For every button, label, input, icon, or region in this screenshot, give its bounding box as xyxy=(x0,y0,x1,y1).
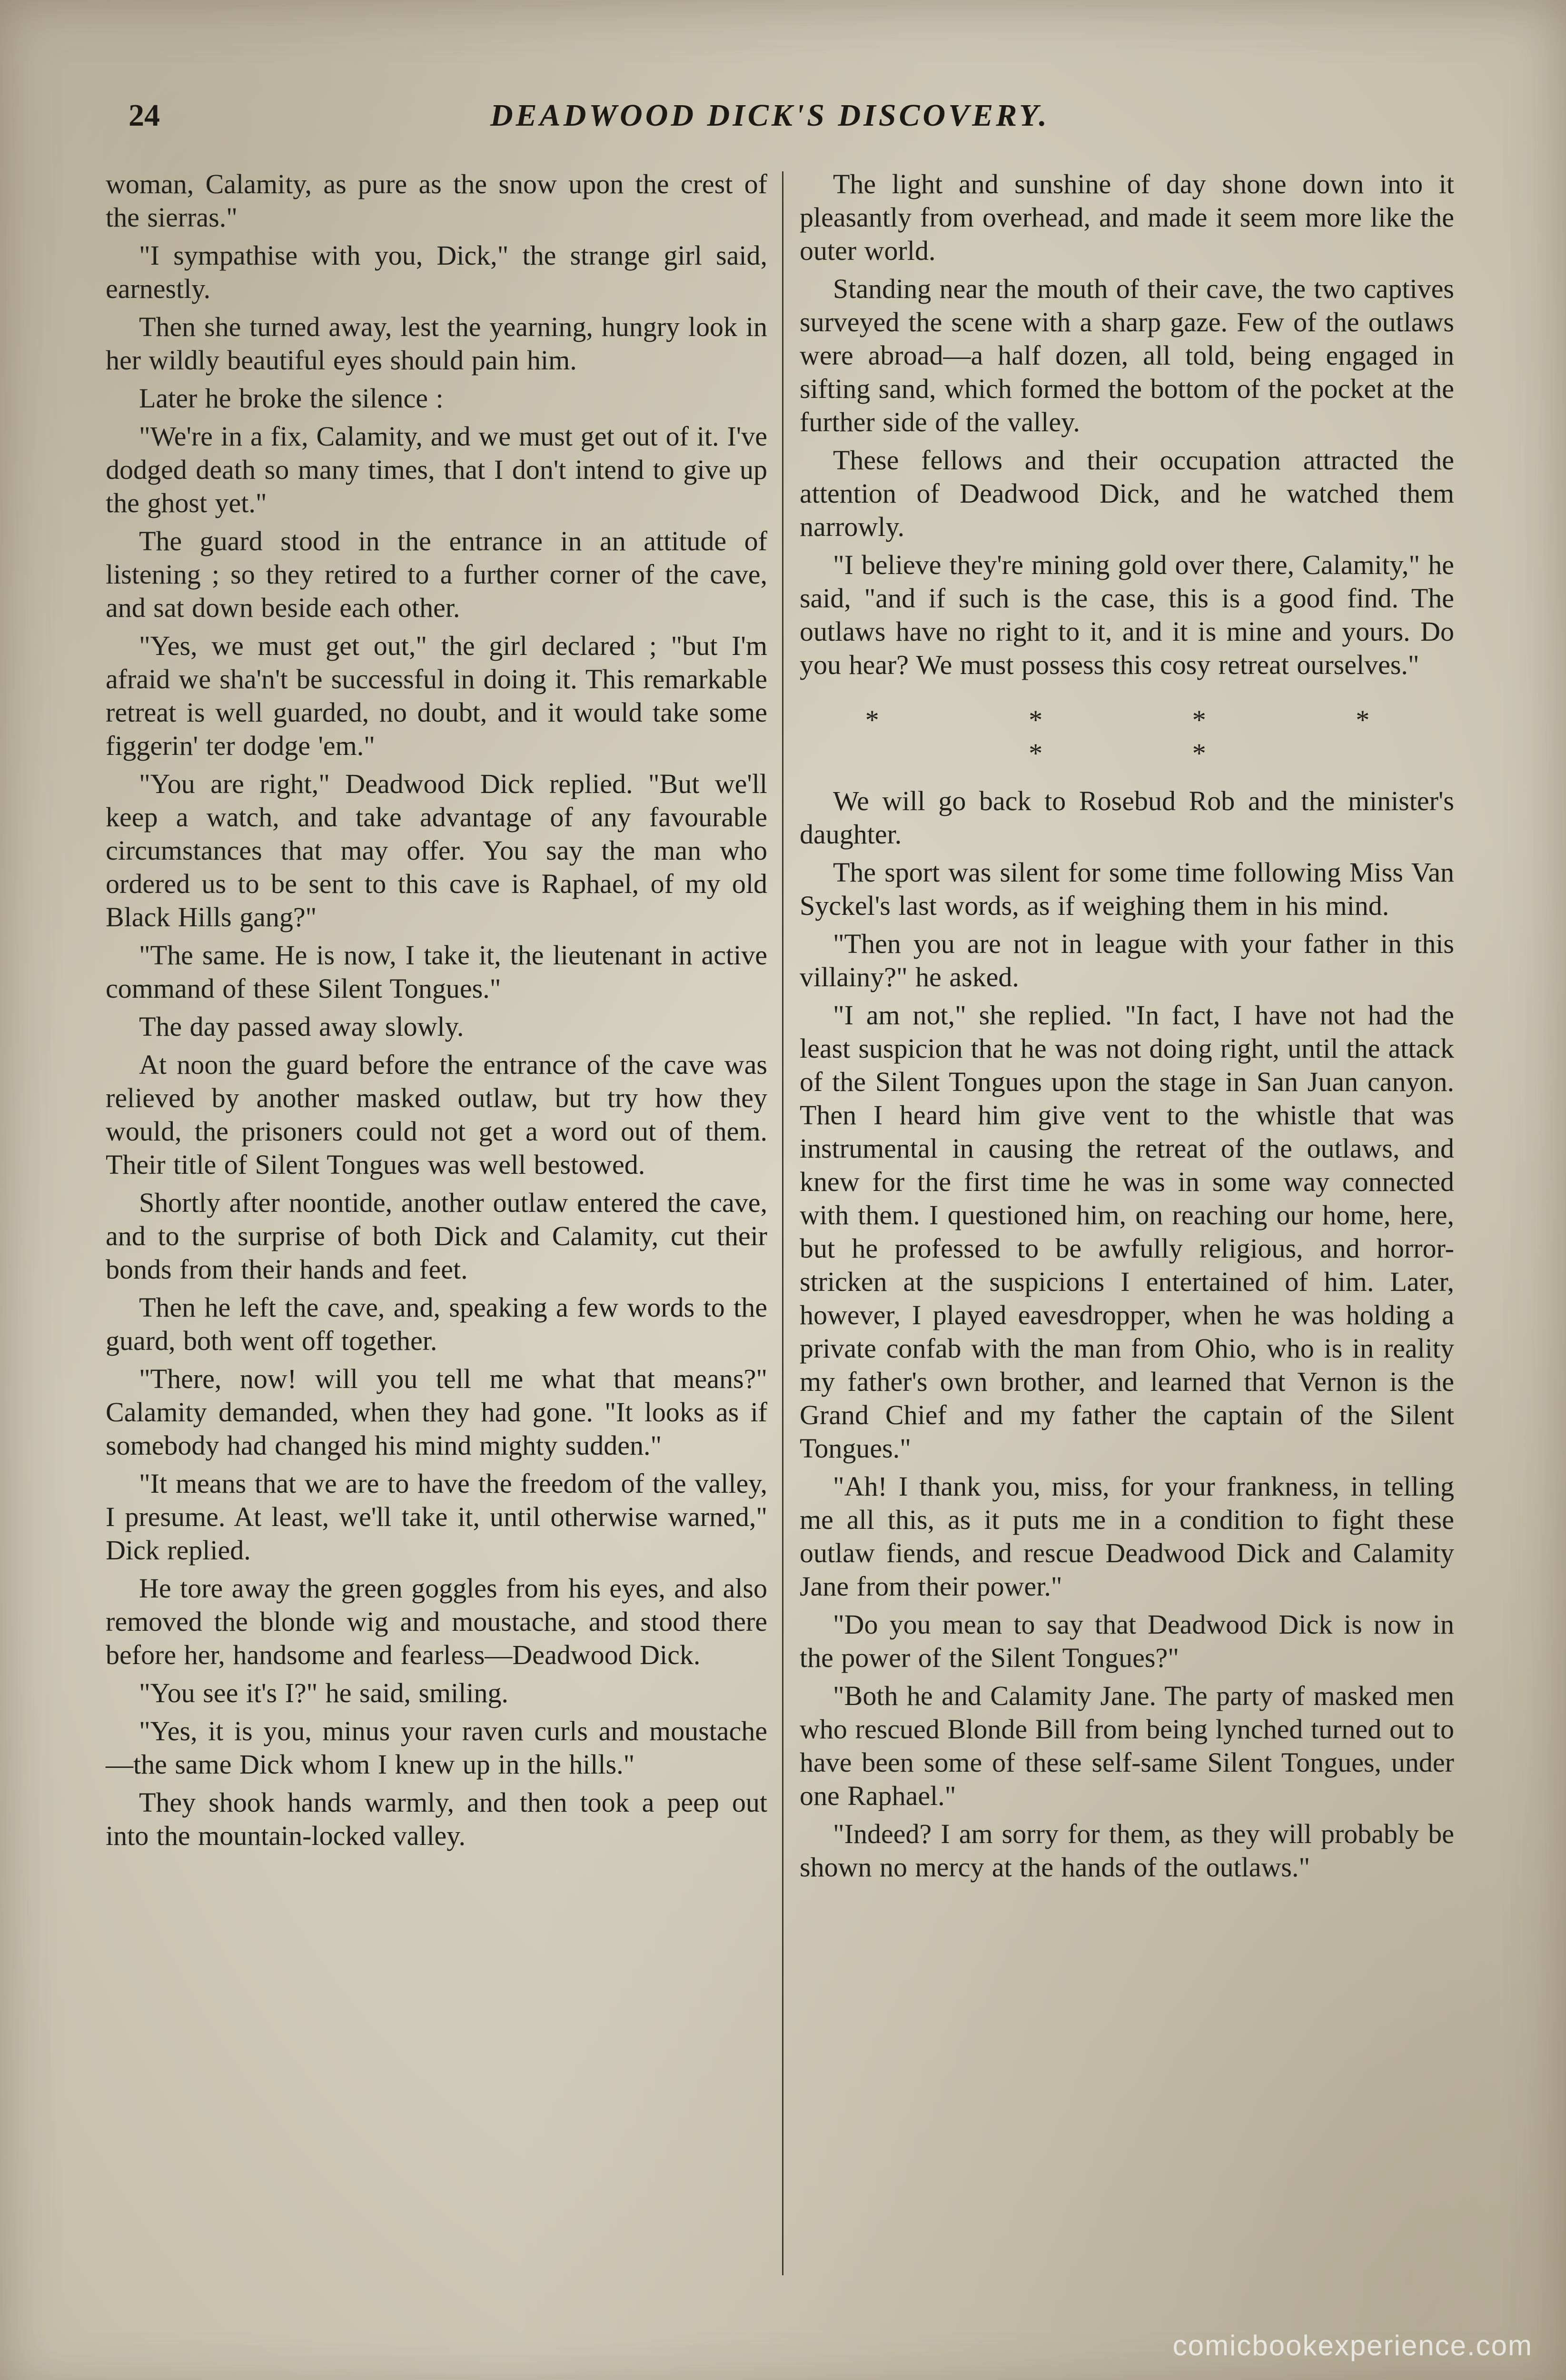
paragraph: "Do you mean to say that Deadwood Dick is now in the power of the Silent Tongues?" xyxy=(800,1609,1454,1673)
paragraph: The light and sunshine of day shone down into it pleasantly from overhead, and made it seem more like the outer world. xyxy=(800,169,1454,266)
paragraph: "I sympathise with you, Dick," the strange girl said, earnestly. xyxy=(106,240,767,304)
paragraph: The guard stood in the entrance in an attitude of listening ; so they retired to a further corner of the cave, and sat down beside each other. xyxy=(106,526,767,623)
paragraph: Then she turned away, lest the yearning, hungry look in her wildly beautiful eyes should pain him. xyxy=(106,311,767,376)
page-number: 24 xyxy=(129,98,160,133)
column-divider xyxy=(782,171,783,2275)
paragraph: "There, now! will you tell me what that means?" Calamity demanded, when they had gone. "It looks as if somebody had changed his mind mighty sudden." xyxy=(106,1363,767,1461)
paragraph: These fellows and their occupation attracted the attention of Deadwood Dick, and he watched them narrowly. xyxy=(800,445,1454,542)
paragraph: "We're in a fix, Calamity, and we must get out of it. I've dodged death so many times, that I don't intend to give up the ghost yet." xyxy=(106,421,767,518)
paragraph: They shook hands warmly, and then took a peep out into the mountain-locked valley. xyxy=(106,1787,767,1851)
paragraph: "You are right," Deadwood Dick replied. "But we'll keep a watch, and take advantage of any favourable circumstances that may offer. You say the man who ordered us to be sent to this cave is Raphael, of my old Black Hills gang?" xyxy=(106,768,767,932)
paragraph: "Both he and Calamity Jane. The party of masked men who rescued Blonde Bill from being lynched turned out to have been some of these self-same Silent Tongues, under one Raphael." xyxy=(800,1680,1454,1811)
left-column xyxy=(106,168,767,1857)
paragraph: "Yes, we must get out," the girl declared ; "but I'm afraid we sha'n't be successful in doing it. This remarkable retreat is well guarded, no doubt, and it would take some figgerin' ter dodge 'em." xyxy=(106,630,767,761)
paragraph: woman, Calamity, as pure as the snow upon the crest of the sierras." xyxy=(106,169,767,233)
paragraph: Later he broke the silence : xyxy=(139,383,444,414)
section-separator: * * * * * * xyxy=(865,704,1441,769)
paragraph: At noon the guard before the entrance of the cave was relieved by another masked outlaw, but try how they would, the prisoners could not get a word out of them. Their title of Silent Tongues was well bestowed. xyxy=(106,1049,767,1180)
paragraph: "Ah! I thank you, miss, for your frankness, in telling me all this, as it puts me in a condition to fight these outlaw fiends, and rescue Deadwood Dick and Calamity Jane from their power." xyxy=(800,1471,1454,1602)
paragraph: "The same. He is now, I take it, the lieutenant in active command of these Silent Tongues." xyxy=(106,940,767,1004)
paragraph: Standing near the mouth of their cave, the two captives surveyed the scene with a sharp gaze. Few of the outlaws were abroad—a half dozen, all told, being engaged in sifting sand, which formed the bottom of the pocket at the further side of the valley. xyxy=(800,273,1454,437)
paragraph: Shortly after noontide, another outlaw entered the cave, and to the surprise of both Dick and Calamity, cut their bonds from their hands and feet. xyxy=(106,1187,767,1285)
paragraph: He tore away the green goggles from his eyes, and also removed the blonde wig and moustache, and stood there before her, handsome and fearless—Deadwood Dick. xyxy=(106,1573,767,1670)
paragraph: "It means that we are to have the freedom of the valley, I presume. At least, we'll take it, until otherwise warned," Dick replied. xyxy=(106,1468,767,1566)
watermark: comicbookexperience.com xyxy=(1172,2330,1533,2361)
paragraph: "Then you are not in league with your father in this villainy?" he asked. xyxy=(800,928,1454,992)
page-header xyxy=(129,98,1457,150)
paragraph: "Indeed? I am sorry for them, as they will probably be shown no mercy at the hands of the outlaws." xyxy=(800,1818,1454,1883)
paragraph: "Yes, it is you, minus your raven curls and moustache—the same Dick whom I knew up in the hills." xyxy=(106,1716,767,1780)
paragraph: Then he left the cave, and, speaking a few words to the guard, both went off together. xyxy=(106,1292,767,1356)
paragraph: We will go back to Rosebud Rob and the minister's daughter. xyxy=(800,785,1454,850)
paragraph: "I believe they're mining gold over there, Calamity," he said, "and if such is the case, this is a good find. The outlaws have no right to it, and it is mine and yours. Do you hear? We must possess this cosy retreat ourselves." xyxy=(800,549,1454,680)
running-title: DEADWOOD DICK'S DISCOVERY. xyxy=(490,98,1050,133)
paragraph: The day passed away slowly. xyxy=(139,1011,464,1042)
right-column xyxy=(800,168,1454,1889)
paragraph: "You see it's I?" he said, smiling. xyxy=(139,1677,508,1708)
paragraph: The sport was silent for some time following Miss Van Syckel's last words, as if weighing them in his mind. xyxy=(800,857,1454,921)
paragraph: "I am not," she replied. "In fact, I have not had the least suspicion that he was not doing right, until the attack of the Silent Tongues upon the stage in San Juan canyon. Then I heard him give vent to the whistle that was instrumental in causing the retreat of the outlaws, and knew for the first time he was in some way connected with them. I questioned him, on reaching our home, here, but he professed to be awfully religious, and horror-stricken at the suspicions I entertained of him. Later, however, I played eavesdropper, when he was holding a private confab with the man from Ohio, who is in reality my father's own brother, and learned that Vernon is the Grand Chief and my father the captain of the Silent Tongues." xyxy=(800,1000,1454,1464)
